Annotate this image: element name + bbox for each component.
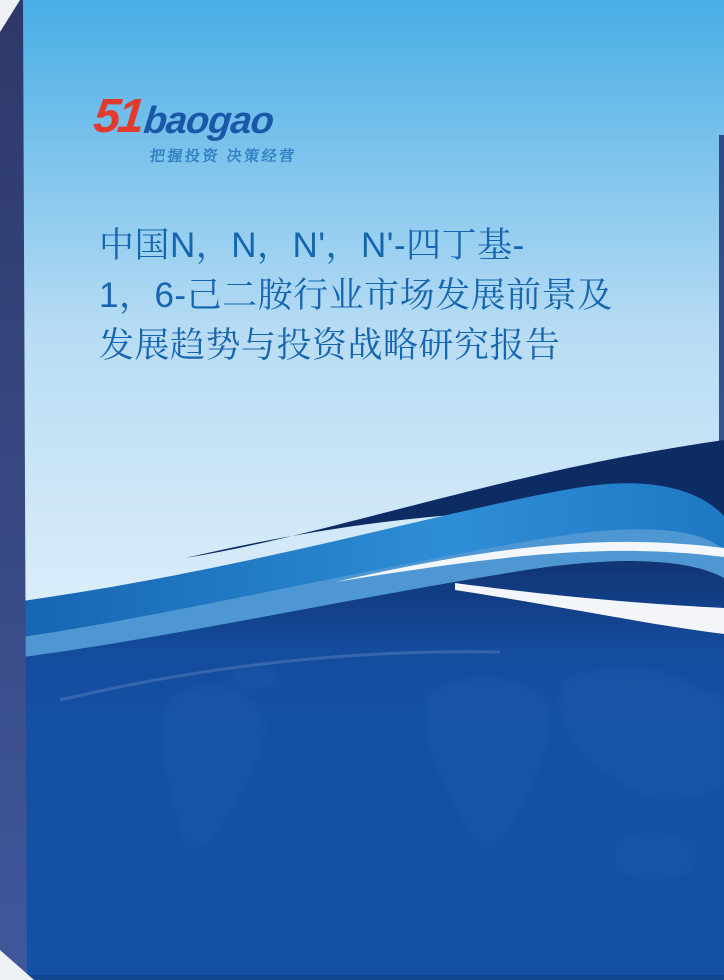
- logo-brand-number: 51: [91, 90, 145, 143]
- title-line-1: 中国N，N，N'，N'-四丁基-: [99, 226, 525, 265]
- logo-wordmark: [91, 90, 299, 143]
- logo: [91, 90, 298, 166]
- title-line-2: 1，6-己二胺行业市场发展前景及: [99, 276, 613, 315]
- title-line-3: 发展趋势与投资战略研究报告: [99, 326, 561, 365]
- logo-tagline: 把握投资 决策经营: [149, 147, 298, 165]
- logo-brand-name: baogao: [141, 99, 276, 142]
- report-title: [99, 221, 664, 371]
